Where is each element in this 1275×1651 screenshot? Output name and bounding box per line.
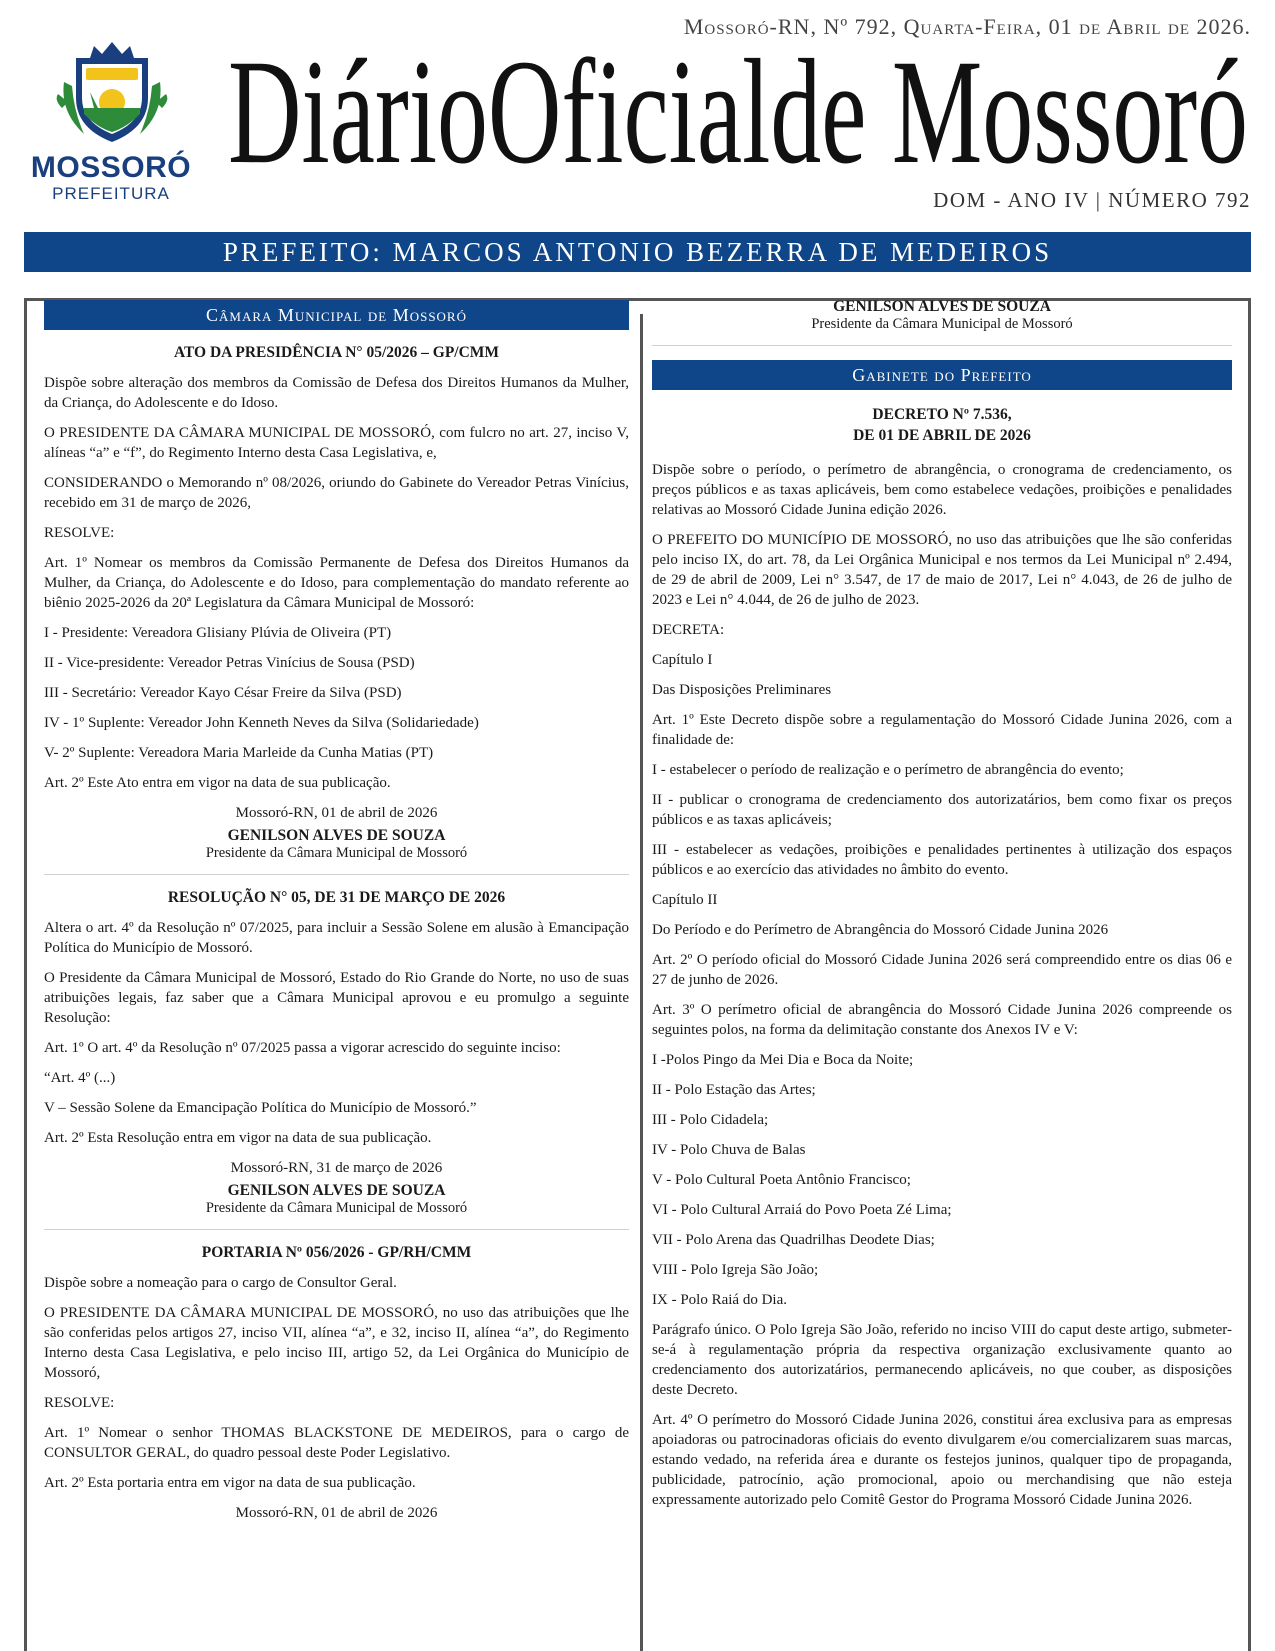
resolucao-signer-role: Presidente da Câmara Municipal de Mossoró — [205, 1200, 468, 1216]
continued-signer: GENILSON ALVES DE SOUZA — [833, 298, 1051, 315]
ato-member-3: III - Secretário: Vereador Kayo César Freire da Silva (PSD) — [44, 685, 402, 701]
edition-number: DOM - ANO IV | NÚMERO 792 — [933, 188, 1251, 212]
title-text: DiárioOficialde Mossoró — [228, 34, 1248, 174]
coat-of-arms-icon — [54, 42, 170, 146]
decreto-chapter-2: Capítulo II — [652, 892, 718, 908]
decreto-polo-9: IX - Polo Raiá do Dia. — [652, 1292, 787, 1308]
portaria-resolve: RESOLVE: — [44, 1395, 115, 1411]
decreto-polo-1: I -Polos Pingo da Mei Dia e Boca da Noite; — [652, 1052, 914, 1068]
masthead — [0, 0, 1275, 230]
ato-member-2: II - Vice-presidente: Vereador Petras Vinícius de Sousa (PSD) — [44, 655, 415, 671]
portaria-art1: Art. 1º Nomear o senhor THOMAS BLACKSTONE DE MEDEIROS, para o cargo de CONSULTOR GERAL, do quadro pessoal deste Poder Legislativo. — [44, 1425, 629, 1461]
decreto-art3: Art. 3º O perímetro oficial de abrangência do Mossoró Cidade Junina 2026 compreende os seguintes polos, na forma da delimitação constante dos Anexos IV e V: — [652, 1002, 1232, 1038]
continued-signer-role: Presidente da Câmara Municipal de Mossoró — [811, 316, 1073, 332]
portaria-title: PORTARIA Nº 056/2026 - GP/RH/CMM — [201, 1244, 472, 1261]
decreto-preamble: O PREFEITO DO MUNICÍPIO DE MOSSORÓ, no uso das atribuições que lhe são conferidas pelo inciso IX, do art. 78, da Lei Orgânica Municipal e nos termos da Lei Municipal nº 2.494, de 29 de abril de 2009, Lei n° 3.547, de 17 de maio de 2017, Lei n° 4.043, de 26 de julho de 2023 e Lei n° 4.044, de 26 de julho de 2023. — [652, 532, 1232, 608]
newspaper-title — [228, 34, 1254, 174]
decreto-polo-4: IV - Polo Chuva de Balas — [652, 1142, 806, 1158]
decreto-paragrafo-unico: Parágrafo único. O Polo Igreja São João, referido no inciso VIII do caput deste artigo, submeter-se-á à regulamentação própria da respectiva organização exclusivamente quanto ao credenciamento dos autorizatários, permanecendo aplicáveis, no que couber, as disposições deste Decreto. — [652, 1322, 1232, 1398]
prefeitura-logo — [20, 42, 210, 212]
decreto-polo-8: VIII - Polo Igreja São João; — [652, 1262, 819, 1278]
portaria-art2: Art. 2º Esta portaria entra em vigor na data de sua publicação. — [44, 1475, 416, 1491]
decreto-polo-2: II - Polo Estação das Artes; — [652, 1082, 816, 1098]
ato-place-date: Mossoró-RN, 01 de abril de 2026 — [235, 805, 438, 821]
decreto-title-date: DE 01 DE ABRIL DE 2026 — [853, 427, 1031, 444]
portaria-ementa: Dispõe sobre a nomeação para o cargo de Consultor Geral. — [44, 1275, 397, 1291]
decreto-art1-inciso-3: III - estabelecer as vedações, proibições e penalidades pertinentes à utilização dos espaços públicos e ao exercício das atividades no âmbito do evento. — [652, 842, 1232, 878]
ato-member-1: I - Presidente: Vereadora Glisiany Plúvia de Oliveira (PT) — [44, 625, 392, 641]
resolucao-title: RESOLUÇÃO N° 05, DE 31 DE MARÇO DE 2026 — [167, 889, 506, 906]
decreto-art1-inciso-1: I - estabelecer o período de realização e o perímetro de abrangência do evento; — [652, 762, 1124, 778]
decreto-art2: Art. 2º O período oficial do Mossoró Cidade Junina 2026 será compreendido entre os dias 06 e 27 de junho de 2026. — [652, 952, 1232, 988]
left-column — [44, 298, 629, 1523]
decreto-polo-3: III - Polo Cidadela; — [652, 1112, 769, 1128]
mayor-banner: PREFEITO: MARCOS ANTONIO BEZERRA DE MEDEIROS — [24, 232, 1251, 272]
ato-signer-role: Presidente da Câmara Municipal de Mossoró — [205, 845, 468, 861]
ato-art1: Art. 1º Nomear os membros da Comissão Permanente de Defesa dos Direitos Humanos da Mulher, da Criança, do Adolescente e do Idoso, para complementação do mandato referente ao biênio 2025-2026 da 20ª Legislatura da Câmara Municipal de Mossoró: — [44, 555, 629, 611]
decreto-polo-6: VI - Polo Cultural Arraiá do Povo Poeta Zé Lima; — [652, 1202, 952, 1218]
ato-art2: Art. 2º Este Ato entra em vigor na data de sua publicação. — [44, 775, 391, 791]
resolucao-art2: Art. 2º Esta Resolução entra em vigor na data de sua publicação. — [44, 1130, 432, 1146]
resolucao-ementa: Altera o art. 4º da Resolução nº 07/2025, para incluir a Sessão Solene em alusão à Emancipação Política do Município de Mossoró. — [44, 920, 629, 956]
decreto-title-number: DECRETO Nº 7.536, — [872, 406, 1012, 423]
decreto-ementa: Dispõe sobre o período, o perímetro de abrangência, o cronograma de credenciamento, os preços públicos e as taxas aplicáveis, bem como estabelece vedações, proibições e penalidades relativas ao Mossoró Cidade Junina edição 2026. — [652, 462, 1232, 518]
decreto-art1-inciso-2: II - publicar o cronograma de credenciamento dos autorizatários, bem como fixar os preços públicos e as taxas aplicáveis; — [652, 792, 1232, 828]
section-header-gabinete: Gabinete do Prefeito — [652, 360, 1232, 390]
decreto-polo-5: V - Polo Cultural Poeta Antônio Francisco; — [652, 1172, 911, 1188]
dateline: Mossoró-RN, Nº 792, Quarta-Feira, 01 de Abril de 2026. — [683, 14, 1251, 39]
ato-member-5: V- 2º Suplente: Vereadora Maria Marleide da Cunha Matias (PT) — [44, 745, 434, 761]
resolucao-signer: GENILSON ALVES DE SOUZA — [227, 1182, 446, 1199]
ato-resolve: RESOLVE: — [44, 525, 115, 541]
portaria-place-date: Mossoró-RN, 01 de abril de 2026 — [235, 1505, 438, 1521]
portaria-preamble: O PRESIDENTE DA CÂMARA MUNICIPAL DE MOSSORÓ, no uso das atribuições que lhe são conferidas pelos artigos 27, inciso VII, alínea “a”, e 32, inciso II, alínea “a”, do Regimento Interno desta Casa Legislativa, e pelo inciso III, artigo 52, da Lei Orgânica do Município de Mossoró, — [44, 1305, 629, 1381]
decreto-polo-7: VII - Polo Arena das Quadrilhas Deodete Dias; — [652, 1232, 935, 1248]
resolucao-preamble: O Presidente da Câmara Municipal de Mossoró, Estado do Rio Grande do Norte, no uso de suas atribuições legais, faz saber que a Câmara Municipal aprovou e eu promulgo a seguinte Resolução: — [44, 970, 629, 1026]
section-header-camara: Câmara Municipal de Mossoró — [44, 300, 629, 330]
decreto-chapter-1-title: Das Disposições Preliminares — [652, 682, 832, 698]
ato-considerando: CONSIDERANDO o Memorando nº 08/2026, oriundo do Gabinete do Vereador Petras Vinícius, recebido em 31 de março de 2026, — [44, 475, 629, 511]
ato-title: ATO DA PRESIDÊNCIA N° 05/2026 – GP/CMM — [173, 344, 500, 361]
ato-ementa: Dispõe sobre alteração dos membros da Comissão de Defesa dos Direitos Humanos da Mulher, da Criança, do Adolescente e do Idoso. — [44, 375, 629, 411]
right-column — [652, 298, 1232, 1510]
ato-preamble: O PRESIDENTE DA CÂMARA MUNICIPAL DE MOSSORÓ, com fulcro no art. 27, inciso V, alíneas “a” e “f”, do Regimento Interno desta Casa Legislativa, e, — [44, 425, 629, 461]
logo-wordmark: MOSSORÓ — [30, 151, 192, 184]
resolucao-quote-art4: “Art. 4º (...) — [44, 1070, 116, 1086]
decreto-art1: Art. 1º Este Decreto dispõe sobre a regulamentação do Mossoró Cidade Junina 2026, com a finalidade de: — [652, 712, 1232, 748]
logo-subtitle: PREFEITURA — [52, 184, 170, 203]
ato-member-4: IV - 1º Suplente: Vereador John Kenneth Neves da Silva (Solidariedade) — [44, 715, 479, 731]
decreto-art4: Art. 4º O perímetro do Mossoró Cidade Junina 2026, constitui área exclusiva para as empresas apoiadoras ou patrocinadoras oficiais do evento divulgarem e/ou comercializarem suas marcas, estando vedado, na referida área e durante os festejos juninos, qualquer tipo de propaganda, publicidade, patrocínio, ação promocional, apoio ou merchandising que não esteja expressamente autorizado pelo Comitê Gestor do Programa Mossoró Cidade Junina 2026. — [652, 1412, 1232, 1508]
resolucao-art1: Art. 1º O art. 4º da Resolução nº 07/2025 passa a vigorar acrescido do seguinte inciso: — [44, 1040, 561, 1056]
decreto-chapter-2-title: Do Período e do Perímetro de Abrangência do Mossoró Cidade Junina 2026 — [652, 922, 1109, 938]
column-divider — [640, 314, 643, 1651]
resolucao-place-date: Mossoró-RN, 31 de março de 2026 — [230, 1160, 443, 1176]
resolucao-quote-inciso: V – Sessão Solene da Emancipação Política do Município de Mossoró.” — [44, 1100, 477, 1116]
decreto-chapter-1: Capítulo I — [652, 652, 713, 668]
ato-signer: GENILSON ALVES DE SOUZA — [227, 827, 446, 844]
decreto-decreta: DECRETA: — [652, 622, 725, 638]
